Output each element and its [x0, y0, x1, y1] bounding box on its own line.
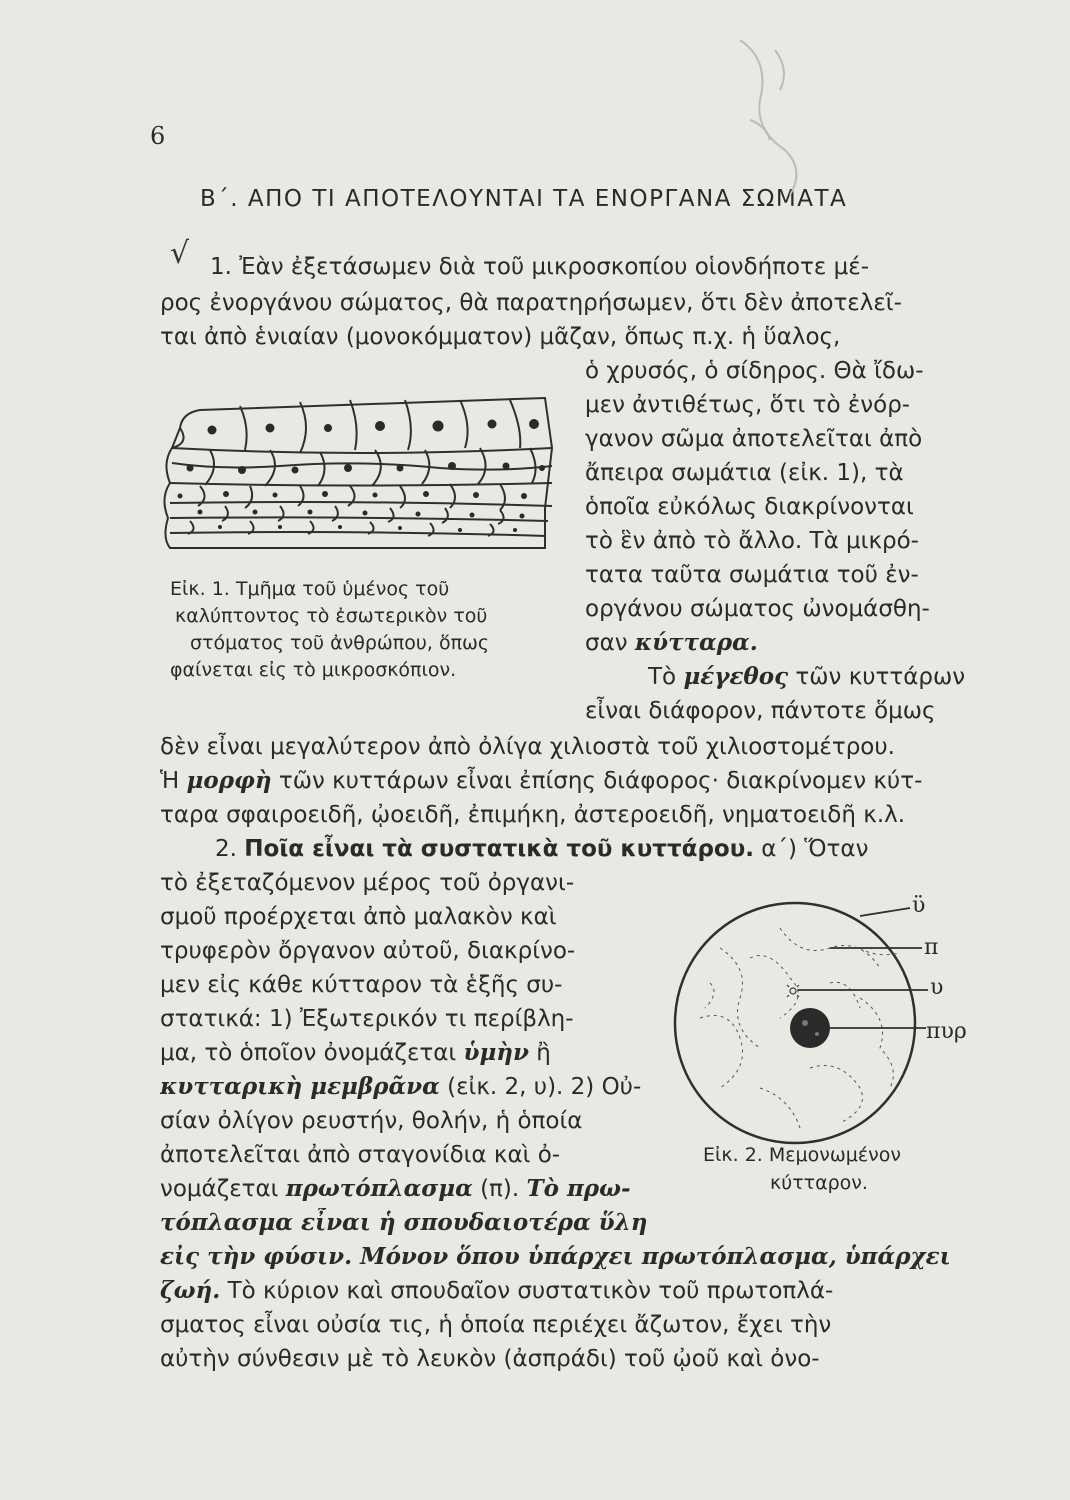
figure-2-caption-line: Εἰκ. 2. Μεμονωμένον	[703, 1144, 901, 1166]
text-line	[160, 1276, 833, 1306]
text-fragment: 2.	[215, 836, 237, 862]
label-u: υ	[930, 975, 944, 1000]
text-line: ρος ἐνοργάνου σώματος, θὰ παρατηρήσωμεν, ὅτι δὲν ἀποτελεῖ-	[160, 290, 902, 316]
text-line: σμοῦ προέρχεται ἀπὸ μαλακὸν καὶ	[160, 904, 557, 930]
text-line: ἄπειρα σωμάτια (εἰκ. 1), τὰ	[585, 460, 904, 486]
text-line: στατικά: 1) Ἐξωτερικόν τι περίβλη-	[160, 1006, 574, 1032]
section-2-title: Ποῖα εἶναι τὰ συστατικὰ τοῦ κυττάρου.	[244, 836, 754, 862]
text-fragment: Ἡ	[160, 768, 180, 794]
text-line: δὲν εἶναι μεγαλύτερον ἀπὸ ὀλίγα χιλιοστὰ τοῦ χιλιοστομέτρου.	[160, 734, 895, 760]
term-ymin: ὑμὴν	[463, 1039, 529, 1066]
text-line	[160, 1072, 641, 1102]
text-fragment-bold: Τὸ πρω-	[526, 1175, 631, 1202]
text-line	[160, 1038, 551, 1068]
text-fragment: Τὸ κύριον καὶ σπουδαῖον συστατικὸν τοῦ πρωτοπλά-	[227, 1278, 834, 1304]
text-line: μεν ἀντιθέτως, ὅτι τὸ ἐνόρ-	[585, 392, 911, 418]
text-line: ἀποτελεῖται ἀπὸ σταγονίδια καὶ ὀ-	[160, 1142, 561, 1168]
section-2-heading	[215, 834, 868, 864]
text-line: σματος εἶναι οὐσία τις, ἡ ὁποία περιέχει ἄζωτον, ἔχει τὴν	[160, 1312, 832, 1338]
text-line: γανον σῶμα ἀποτελεῖται ἀπὸ	[585, 426, 923, 452]
text-line: ὁ χρυσός, ὁ σίδηρος. Θὰ ἴδω-	[585, 358, 924, 384]
figure-1-caption-line: φαίνεται εἰς τὸ μικροσκόπιον.	[170, 659, 457, 681]
text-line	[160, 766, 922, 796]
text-line: ταρα σφαιροειδῆ, ᾠοειδῆ, ἐπιμήκη, ἀστεροειδῆ, νηματοειδῆ κ.λ.	[160, 802, 906, 828]
text-fragment: σαν	[585, 630, 628, 656]
text-line: οργάνου σώματος ὠνομάσθη-	[585, 596, 930, 622]
term-megethos: μέγεθος	[683, 663, 789, 690]
text-fragment: α΄) Ὅταν	[761, 836, 869, 862]
text-line: σίαν ὀλίγον ρευστήν, θολήν, ἡ ὁποία	[160, 1108, 583, 1134]
pencil-marks	[730, 30, 820, 200]
figure-2-caption-line: κύτταρον.	[770, 1172, 868, 1194]
figure-1-caption-line: Εἰκ. 1. Τμῆμα τοῦ ὑμένος τοῦ	[170, 578, 450, 600]
text-fragment: ἢ	[536, 1040, 551, 1066]
text-fragment: (π).	[480, 1176, 520, 1202]
text-line-bold: τόπλασμα εἶναι ἡ σπουδαιοτέρα ὕλη	[160, 1209, 648, 1236]
text-line: τὸ ἐξεταζόμενον μέρος τοῦ ὀργανι-	[160, 870, 575, 896]
label-p: π	[924, 935, 939, 960]
section-heading: Β΄. ΑΠΟ ΤΙ ΑΠΟΤΕΛΟΥΝΤΑΙ ΤΑ ΕΝΟΡΓΑΝΑ ΣΩΜΑΤΑ	[200, 186, 848, 212]
text-line: τατα ταῦτα σωμάτια τοῦ ἐν-	[585, 562, 919, 588]
figure-1-caption-line: καλύπτοντος τὸ ἐσωτερικὸν τοῦ	[175, 605, 488, 627]
text-line: ται ἀπὸ ἑνιαίαν (μονοκόμματον) μᾶζαν, ὅπως π.χ. ἡ ὕαλος,	[160, 324, 841, 350]
term-protoplasma: πρωτόπλασμα	[285, 1175, 473, 1202]
figure-2-cell	[660, 888, 990, 1148]
text-line	[585, 628, 758, 658]
text-fragment: τῶν κυττάρων εἶναι ἐπίσης διάφορος· διακρίνομεν κύτ-	[278, 768, 923, 794]
label-u-top: ϋ	[912, 893, 926, 918]
term-zoi: ζωή.	[160, 1277, 221, 1304]
figure-1-caption-line: στόματος τοῦ ἀνθρώπου, ὅπως	[190, 632, 490, 654]
text-line: τρυφερὸν ὄργανον αὐτοῦ, διακρίνο-	[160, 938, 576, 964]
text-fragment: νομάζεται	[160, 1176, 279, 1202]
text-fragment: μα, τὸ ὁποῖον ὀνομάζεται	[160, 1040, 457, 1066]
text-fragment: (εἰκ. 2, υ). 2) Οὐ-	[447, 1074, 642, 1100]
checkmark-icon: √	[170, 236, 190, 271]
text-line: εἶναι διάφορον, πάντοτε ὅμως	[585, 698, 936, 724]
text-line-bold: εἰς τὴν φύσιν. Μόνον ὅπου ὑπάρχει πρωτόπλασμα, ὑπάρχει	[160, 1243, 951, 1270]
term-kyttara: κύτταρα.	[634, 629, 758, 656]
text-line: 1. Ἐὰν ἐξετάσωμεν διὰ τοῦ μικροσκοπίου οἱονδήποτε μέ-	[210, 254, 870, 280]
text-line	[160, 1174, 631, 1204]
term-membrana: κυτταρικὴ μεμβρᾶνα	[160, 1073, 440, 1100]
term-morfi: μορφὴ	[186, 767, 272, 794]
figure-1-epithelium	[160, 388, 560, 560]
text-line: αὐτὴν σύνθεσιν μὲ τὸ λευκὸν (ἀσπράδι) τοῦ ᾠοῦ καὶ ὀνο-	[160, 1346, 820, 1372]
label-pyr: πυρ	[926, 1019, 967, 1044]
text-line: ὁποῖα εὐκόλως διακρίνονται	[585, 494, 914, 520]
page-number: 6	[150, 122, 166, 150]
text-line	[648, 662, 965, 692]
text-fragment: τῶν κυττάρων	[795, 664, 966, 690]
text-fragment: Τὸ	[648, 664, 677, 690]
text-line: τὸ ἓν ἀπὸ τὸ ἄλλο. Τὰ μικρό-	[585, 528, 919, 554]
text-line: μεν εἰς κάθε κύτταρον τὰ ἑξῆς συ-	[160, 972, 563, 998]
